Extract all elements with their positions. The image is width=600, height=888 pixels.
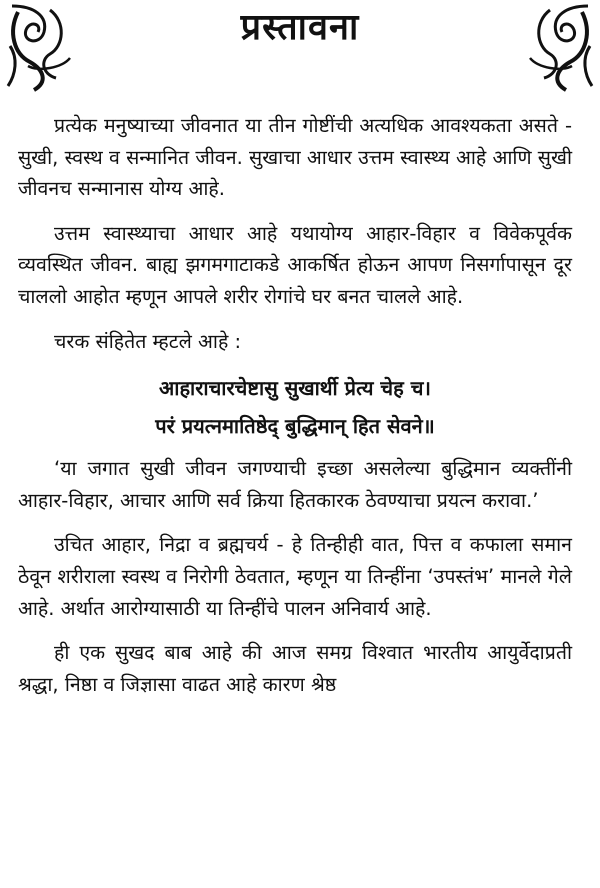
paragraph-5: ही एक सुखद बाब आहे की आज समग्र विश्वात भारतीय आयुर्वेदाप्रती श्रद्धा, निष्ठा व जिज्ञासा वाढत आहे कारण श्रेष्ठ (18, 641, 572, 696)
body-text (18, 110, 572, 713)
sanskrit-verse (18, 369, 572, 445)
right-ornament-icon (522, 2, 596, 94)
verse-line-2: परं प्रयत्नमातिष्ठेद् बुद्धिमान् हित सेवने॥ (155, 414, 435, 439)
page-title: प्रस्तावना (240, 7, 360, 48)
paragraph-4: उचित आहार, निद्रा व ब्रह्मचर्य - हे तिन्हीही वात, पित्त व कफाला समान ठेवून शरीराला स्वस्थ व निरोगी ठेवतात, म्हणून या तिन्हींना ‘उपस्तंभ’ मानले गेले आहे. अर्थात आरोग्यासाठी या तिन्हींचे पालन अनिवार्य आहे. (18, 533, 572, 620)
quote-intro: चरक संहितेत म्हटले आहे : (54, 329, 242, 353)
paragraph-3: ‘या जगात सुखी जीवन जगण्याची इच्छा असलेल्या बुद्धिमान व्यक्तींनी आहार-विहार, आचार आणि सर्व क्रिया हितकारक ठेवण्याचा प्रयत्न करावा.’ (18, 457, 572, 512)
page-header (0, 0, 600, 100)
paragraph-2: उत्तम स्वास्थ्याचा आधार आहे यथायोग्य आहार-विहार व विवेकपूर्वक व्यवस्थित जीवन. बाह्य झगमगाटाकडे आकर्षित होऊन आपण निसर्गापासून दूर चाललो आहोत म्हणून आपले शरीर रोगांचे घर बनत चालले आहे. (18, 221, 572, 308)
paragraph-1: प्रत्येक मनुष्याच्या जीवनात या तीन गोष्टींची अत्यधिक आवश्यकता असते - सुखी, स्वस्थ व सन्मानित जीवन. सुखाचा आधार उत्तम स्वास्थ्य आहे आणि सुखी जीवनच सन्मानास योग्य आहे. (18, 114, 572, 201)
verse-line-1: आहाराचारचेष्टासु सुखार्थी प्रेत्य चेह च। (159, 376, 431, 401)
